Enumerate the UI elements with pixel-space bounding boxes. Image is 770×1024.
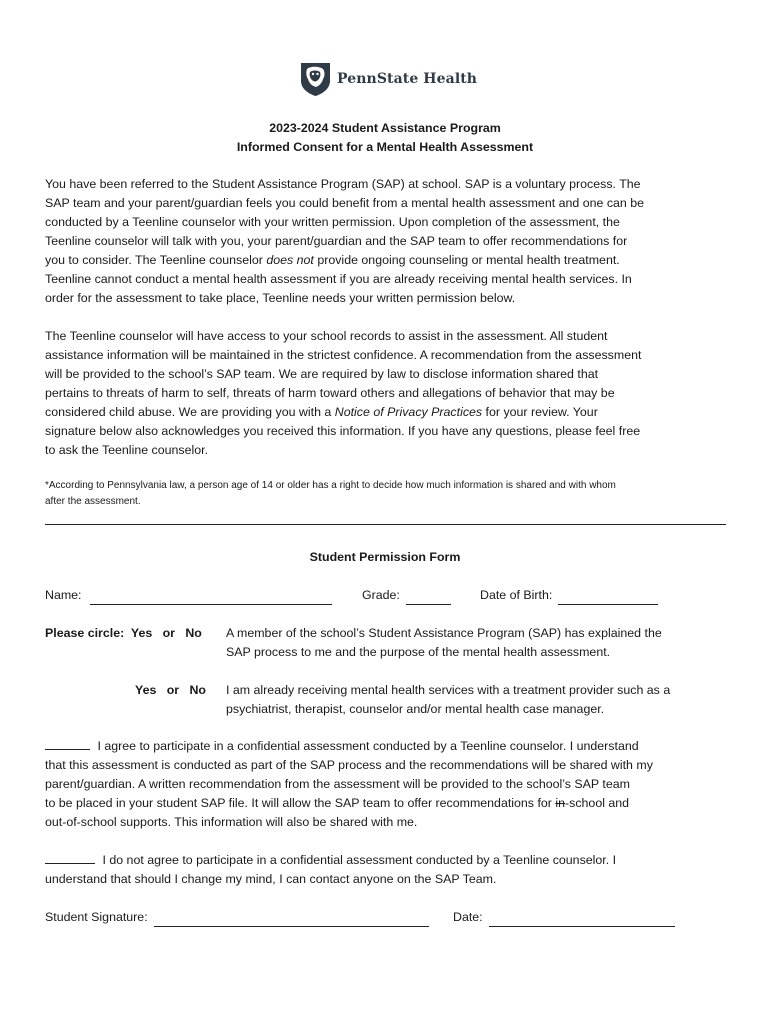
please-circle-label: Please circle: — [45, 626, 125, 640]
please-circle-group-2 — [135, 681, 206, 700]
agree-line: that this assessment is conducted as part of the SAP process and the recommendations will be shared with my — [45, 758, 653, 772]
title-line-1: 2023-2024 Student Assistance Program — [269, 121, 501, 135]
date-blank[interactable] — [489, 912, 675, 927]
disagree-paragraph — [45, 851, 735, 889]
intro-paragraph — [45, 175, 735, 308]
agree-text: -school and — [565, 796, 630, 810]
question-1-line: A member of the school’s Student Assistance Program (SAP) has explained the — [226, 626, 662, 640]
intro-line: You have been referred to the Student Assistance Program (SAP) at school. SAP is a voluntary process. The — [45, 177, 641, 191]
signature-blank[interactable] — [154, 912, 429, 927]
disagree-text: I do not agree to participate in a confidential assessment conducted by a Teenline counselor. I — [99, 853, 617, 867]
question-2-text — [226, 681, 736, 719]
grade-blank[interactable] — [406, 590, 451, 605]
agree-line — [45, 737, 735, 756]
please-circle-group-1 — [45, 624, 202, 643]
document-title — [0, 119, 770, 157]
date-label: Date: — [453, 910, 483, 924]
title-line-2: Informed Consent for a Mental Health Assessment — [236, 140, 534, 154]
question-2-line: I am already receiving mental health services with a treatment provider such as a — [226, 683, 671, 697]
privacy-line: assistance information will be maintained in the strictest confidence. A recommendation from the assessment — [45, 348, 642, 362]
struck-text: in — [555, 796, 566, 810]
intro-line — [45, 251, 735, 270]
privacy-paragraph — [45, 327, 735, 460]
no-option[interactable]: No — [185, 626, 202, 640]
intro-text: you to consider. The Teenline counselor — [45, 253, 267, 267]
section-divider — [45, 524, 726, 525]
pennsylvania-law-footnote — [45, 478, 735, 510]
agree-line: parent/guardian. A written recommendation from the assessment will be provided to the school’s SAP team — [45, 777, 630, 791]
yes-option[interactable]: Yes — [135, 683, 157, 697]
name-label: Name: — [45, 588, 82, 602]
agree-line: out-of-school supports. This information will also be shared with me. — [45, 815, 418, 829]
notice-of-privacy-practices-emphasis: Notice of Privacy Practices — [334, 405, 483, 419]
privacy-text: for your review. Your — [482, 405, 598, 419]
privacy-line: to ask the Teenline counselor. — [45, 443, 209, 457]
student-permission-form-title: Student Permission Form — [309, 550, 461, 564]
privacy-line: pertains to threats of harm to self, threats of harm toward others and allegations of behavior that may be — [45, 386, 615, 400]
privacy-line: will be provided to the school’s SAP team. We are required by law to disclose information shared that — [45, 367, 599, 381]
disagree-line: understand that should I change my mind, I can contact anyone on the SAP Team. — [45, 872, 497, 886]
no-option[interactable]: No — [189, 683, 206, 697]
agree-paragraph — [45, 737, 735, 832]
dob-field-group — [480, 586, 658, 605]
agree-text: to be placed in your student SAP file. It will allow the SAP team to offer recommendations for — [45, 796, 556, 810]
or-text: or — [162, 626, 176, 640]
intro-line: Teenline counselor will talk with you, your parent/guardian and the SAP team to offer recommendations for — [45, 234, 628, 248]
privacy-text: considered child abuse. We are providing you with a — [45, 405, 335, 419]
disagree-line — [45, 851, 735, 870]
privacy-line: signature below also acknowledges you received this information. If you have any questions, please feel free — [45, 424, 641, 438]
intro-text: provide ongoing counseling or mental health treatment. — [313, 253, 620, 267]
does-not-emphasis: does not — [266, 253, 314, 267]
logo-wordmark: PennState Health — [337, 71, 478, 87]
name-field-group — [45, 586, 332, 605]
penn-state-health-logo — [300, 61, 477, 97]
nittany-lion-shield-icon — [300, 61, 331, 97]
footnote-line: *According to Pennsylvania law, a person age of 14 or older has a right to decide how much information is shared and with whom — [45, 480, 616, 491]
dob-label: Date of Birth: — [480, 588, 553, 602]
question-2-line: psychiatrist, therapist, counselor and/or mental health case manager. — [226, 702, 605, 716]
dob-blank[interactable] — [558, 590, 658, 605]
privacy-line — [45, 403, 735, 422]
signature-label: Student Signature: — [45, 910, 148, 924]
agree-text: I agree to participate in a confidential assessment conducted by a Teenline counselor. I understand — [94, 739, 639, 753]
date-field-group — [453, 908, 675, 927]
signature-field-group — [45, 908, 429, 927]
intro-line: order for the assessment to take place, Teenline needs your written permission below. — [45, 291, 516, 305]
yes-option[interactable]: Yes — [130, 626, 153, 640]
privacy-line: The Teenline counselor will have access to your school records to assist in the assessment. All student — [45, 329, 608, 343]
agree-line — [45, 794, 735, 813]
grade-field-group — [362, 586, 451, 605]
intro-line: Teenline cannot conduct a mental health assessment if you are already receiving mental health services. In — [45, 272, 632, 286]
grade-label: Grade: — [362, 588, 400, 602]
or-text: or — [166, 683, 180, 697]
footnote-line: after the assessment. — [45, 496, 141, 507]
intro-line: conducted by a Teenline counselor with your written permission. Upon completion of the assessment, the — [45, 215, 620, 229]
intro-line: SAP team and your parent/guardian feels you could benefit from a mental health assessment and one can be — [45, 196, 645, 210]
name-blank[interactable] — [90, 590, 332, 605]
question-1-text — [226, 624, 736, 662]
disagree-initial-blank[interactable] — [45, 851, 95, 864]
agree-initial-blank[interactable] — [45, 737, 90, 750]
question-1-line: SAP process to me and the purpose of the mental health assessment. — [226, 645, 611, 659]
